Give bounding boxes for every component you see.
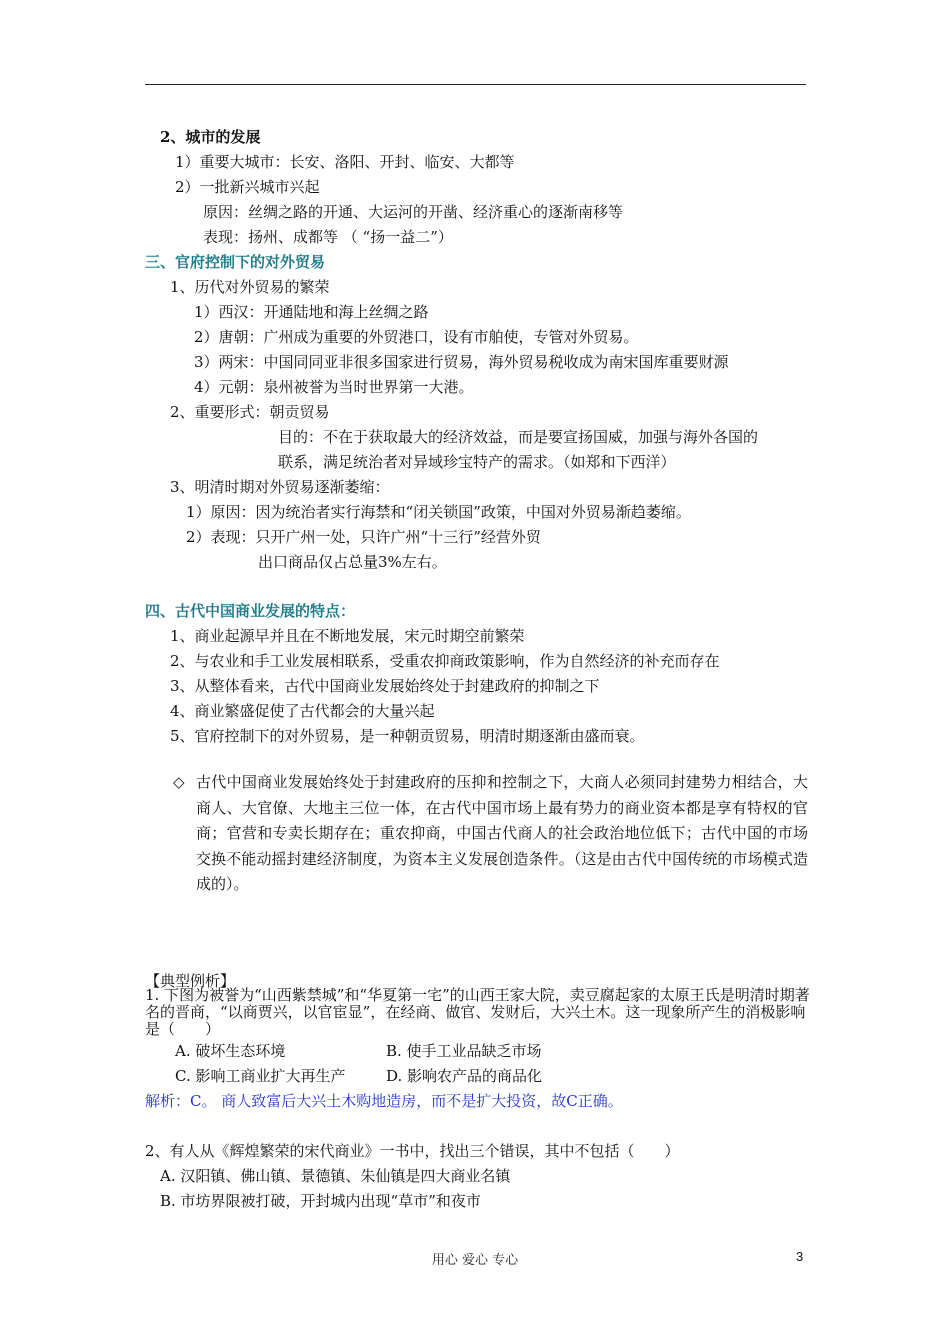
trade-line-5: 4）元朝：泉州被誉为当时世界第一大港。: [194, 378, 474, 396]
feature-3: 3、从整体看来，古代中国商业发展始终处于封建政府的抑制之下: [170, 677, 600, 695]
q1-option-c: C. 影响工商业扩大再生产: [175, 1067, 346, 1085]
trade-purpose: 目的：不在于获取最大的经济效益，而是要宣扬国威，加强与海外各国的: [278, 428, 759, 446]
q1-option-d: D. 影响农产品的商品化: [386, 1067, 543, 1085]
trade-line-12: 出口商品仅占总量3%左右。: [258, 553, 447, 571]
feature-1: 1、商业起源早并且在不断地发展，宋元时期空前繁荣: [170, 627, 525, 645]
trade-line-1: 1、历代对外贸易的繁荣: [170, 278, 330, 296]
trade-purpose-cont: 联系，满足统治者对异域珍宝特产的需求。（如郑和下西洋）: [278, 453, 676, 471]
city-line-2: 2）一批新兴城市兴起: [175, 178, 320, 196]
examples-title: 【典型例析】: [145, 972, 236, 990]
q1-option-a: A. 破坏生态环境: [175, 1042, 286, 1060]
trade-line-10: 1）原因：因为统治者实行海禁和“闭关锁国”政策，中国对外贸易渐趋萎缩。: [186, 503, 691, 521]
question-2: 2、有人从《辉煌繁荣的宋代商业》一书中，找出三个错误，其中不包括（ ）: [145, 1142, 680, 1160]
trade-line-3: 2）唐朝：广州成为重要的外贸港口，设有市舶使，专管对外贸易。: [194, 328, 639, 346]
feature-2: 2、与农业和手工业发展相联系，受重农抑商政策影响，作为自然经济的补充而存在: [170, 652, 720, 670]
q1-option-b: B. 使手工业品缺乏市场: [386, 1042, 542, 1060]
q2-option-b: B. 市坊界限被打破，开封城内出现“草市”和夜市: [160, 1192, 481, 1210]
question-1: 1. 下图为被誉为“山西紫禁城”和“华夏第一宅”的山西王家大院，卖豆腐起家的太原王氏是明清时期著名的晋商，“以商贾兴，以官宦显”，在经商、做官、发财后，大兴土木。这一现象所产生的消极影响是（ ）: [145, 986, 810, 1038]
feature-4: 4、商业繁盛促使了古代都会的大量兴起: [170, 702, 435, 720]
q1-answer: 解析：C。 商人致富后大兴土木购地造房，而不是扩大投资，故C正确。: [145, 1092, 623, 1110]
trade-line-4: 3）两宋：中国同同亚非很多国家进行贸易，海外贸易税收成为南宋国库重要财源: [194, 353, 729, 371]
city-reason: 原因：丝绸之路的开通、大运河的开凿、经济重心的逐渐南移等: [203, 203, 624, 221]
q2-option-a: A. 汉阳镇、佛山镇、景德镇、朱仙镇是四大商业名镇: [160, 1167, 511, 1185]
city-line-1: 1）重要大城市：长安、洛阳、开封、临安、大都等: [175, 153, 515, 171]
city-manifestation: 表现：扬州、成都等 （ “扬一益二”）: [203, 228, 453, 246]
summary-paragraph: 古代中国商业发展始终处于封建政府的压抑和控制之下，大商人必须同封建势力相结合，大商人、大官僚、大地主三位一体，在古代中国市场上最有势力的商业资本都是享有特权的官商；官营和专卖长期存在；重农抑商，中国古代商人的社会政治地位低下；古代中国的市场交换不能动摇封建经济制度，为资本主义发展创造条件。（这是由古代中国传统的市场模式造成的）。: [196, 773, 808, 894]
section-city-title: 2、城市的发展: [160, 128, 261, 146]
diamond-bullet: ◇: [173, 773, 185, 791]
trade-line-2: 1）西汉：开通陆地和海上丝绸之路: [194, 303, 429, 321]
footer-text: 用心 爱心 专心: [431, 1253, 519, 1268]
section-features-title: 四、古代中国商业发展的特点：: [145, 602, 356, 620]
trade-line-6: 2、重要形式：朝贡贸易: [170, 403, 330, 421]
feature-5: 5、官府控制下的对外贸易，是一种朝贡贸易，明清时期逐渐由盛而衰。: [170, 727, 645, 745]
header-rule: [145, 84, 806, 85]
trade-line-11: 2）表现：只开广州一处，只许广州“十三行”经营外贸: [186, 528, 541, 546]
page-number: 3: [796, 1249, 804, 1264]
trade-line-9: 3、明清时期对外贸易逐渐萎缩：: [170, 478, 390, 496]
section-trade-title: 三、官府控制下的对外贸易: [145, 253, 326, 271]
